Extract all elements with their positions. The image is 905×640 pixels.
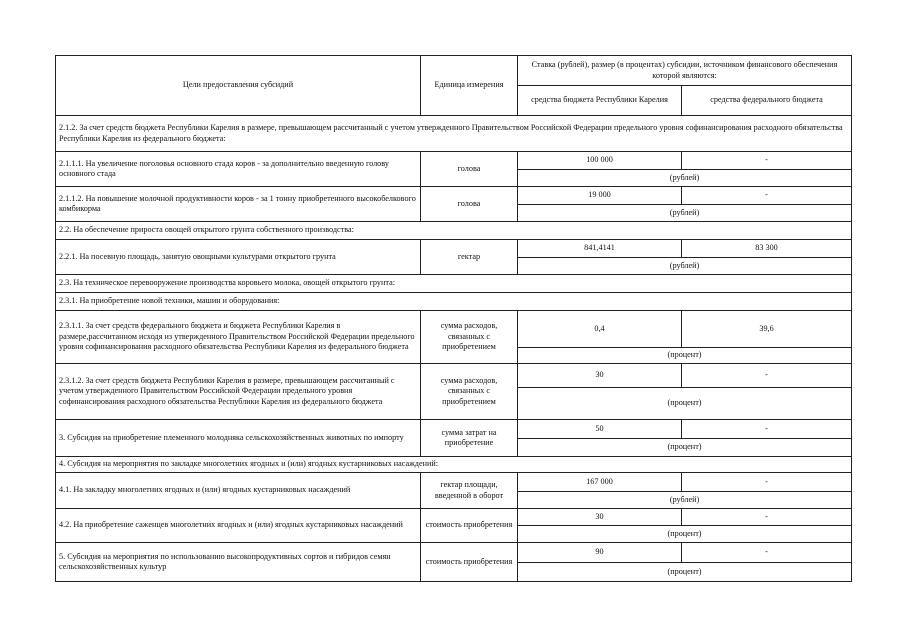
header-federal: средства федерального бюджета xyxy=(682,86,852,116)
row-unit: гектар xyxy=(421,240,518,275)
row-measure: (процент) xyxy=(518,563,852,582)
section-row xyxy=(56,457,852,473)
row-goal: 2.2.1. На посевную площадь, занятую овощными культурами открытого грунта xyxy=(56,240,421,275)
row-measure: (рублей) xyxy=(518,258,852,275)
section-2-2: 2.2. На обеспечение прироста овощей открытого грунта собственного производства: xyxy=(56,222,852,240)
table-row xyxy=(56,420,852,439)
row-federal-value: - xyxy=(682,543,852,563)
row-federal-value: - xyxy=(682,364,852,388)
row-regional-value: 167 000 xyxy=(518,473,682,492)
row-measure: (рублей) xyxy=(518,170,852,187)
row-regional-value: 19 000 xyxy=(518,187,682,205)
subsidy-rates-table xyxy=(55,55,852,582)
row-goal: 2.1.1.2. На повышение молочной продуктивности коров - за 1 тонну приобретенного высокобелкового комбикорма xyxy=(56,187,421,222)
row-goal: 4.2. На приобретение саженцев многолетних ягодных и (или) ягодных кустарниковых насаждений xyxy=(56,509,421,543)
row-goal: 3. Субсидия на приобретение племенного молодняка сельскохозяйственных животных по импорту xyxy=(56,420,421,457)
row-unit: сумма расходов, связанных с приобретением xyxy=(421,311,518,364)
row-measure: (рублей) xyxy=(518,492,852,509)
section-row xyxy=(56,116,852,152)
row-federal-value: - xyxy=(682,509,852,526)
row-unit: сумма затрат на приобретение xyxy=(421,420,518,457)
table-row xyxy=(56,240,852,258)
row-regional-value: 100 000 xyxy=(518,152,682,170)
table-row xyxy=(56,473,852,492)
table-row xyxy=(56,543,852,563)
row-federal-value: - xyxy=(682,420,852,439)
row-measure: (процент) xyxy=(518,348,852,364)
row-unit: голова xyxy=(421,152,518,187)
row-goal: 2.1.1.1. На увеличение поголовья основного стада коров - за дополнительно введенную голову основного стада xyxy=(56,152,421,187)
row-regional-value: 0,4 xyxy=(518,311,682,348)
row-federal-value: - xyxy=(682,187,852,205)
row-goal: 5. Субсидия на мероприятия по использованию высокопродуктивных сортов и гибридов семян сельскохозяйственных культур xyxy=(56,543,421,582)
row-federal-value: 83 300 xyxy=(682,240,852,258)
section-row xyxy=(56,275,852,293)
row-measure: (процент) xyxy=(518,388,852,420)
row-goal: 4.1. На закладку многолетних ягодных и (или) ягодных кустарниковых насаждений xyxy=(56,473,421,509)
section-row xyxy=(56,293,852,311)
section-2-3-1: 2.3.1. На приобретение новой техники, машин и оборудования: xyxy=(56,293,852,311)
row-regional-value: 30 xyxy=(518,364,682,388)
row-unit: стоимость приобретения xyxy=(421,543,518,582)
row-goal: 2.3.1.2. За счет средств бюджета Республики Карелия в размере, превышающем рассчитанный с учетом утвержденного Правительством Российской Федерации предельного уровня софинансирования расходного обязательства Республики Карелия из федерального бюджета xyxy=(56,364,421,420)
row-unit: стоимость приобретения xyxy=(421,509,518,543)
header-goals: Цели предоставления субсидий xyxy=(56,56,421,116)
row-federal-value: - xyxy=(682,473,852,492)
row-measure: (рублей) xyxy=(518,205,852,222)
row-measure: (процент) xyxy=(518,526,852,543)
table-row xyxy=(56,509,852,526)
row-unit: сумма расходов, связанных с приобретением xyxy=(421,364,518,420)
row-goal: 2.3.1.1. За счет средств федерального бюджета и бюджета Республики Карелия в размере,рассчитанном исходя из утвержденного Правительством Российской Федерации предельного уровня софинансирования расходного обязательства Республики Карелия из федерального бюджета xyxy=(56,311,421,364)
header-unit: Единица измерения xyxy=(421,56,518,116)
row-regional-value: 30 xyxy=(518,509,682,526)
row-unit: голова xyxy=(421,187,518,222)
section-row xyxy=(56,222,852,240)
table-row xyxy=(56,152,852,170)
section-4: 4. Субсидия на мероприятия по закладке многолетних ягодных и (или) ягодных кустарниковых насаждений: xyxy=(56,457,852,473)
header-row-top xyxy=(56,56,852,86)
row-measure: (процент) xyxy=(518,439,852,457)
section-2-1-2: 2.1.2. За счет средств бюджета Республики Карелия в размере, превышающем рассчитанный с учетом утвержденного Правительством Российской Федерации предельного уровня софинансирования расходного обязательства Республики Карелия из федерального бюджета: xyxy=(56,116,852,152)
row-regional-value: 90 xyxy=(518,543,682,563)
row-unit: гектар площади, введенной в оборот xyxy=(421,473,518,509)
row-regional-value: 841,4141 xyxy=(518,240,682,258)
section-2-3: 2.3. На техническое перевооружение производства коровьего молока, овощей открытого грунта: xyxy=(56,275,852,293)
row-regional-value: 50 xyxy=(518,420,682,439)
row-federal-value: 39,6 xyxy=(682,311,852,348)
table-row xyxy=(56,364,852,388)
table-row xyxy=(56,187,852,205)
header-regional: средства бюджета Республики Карелия xyxy=(518,86,682,116)
header-rate: Ставка (рублей), размер (в процентах) субсидии, источником финансового обеспечения которой являются: xyxy=(518,56,852,86)
table-row xyxy=(56,311,852,348)
row-federal-value: - xyxy=(682,152,852,170)
